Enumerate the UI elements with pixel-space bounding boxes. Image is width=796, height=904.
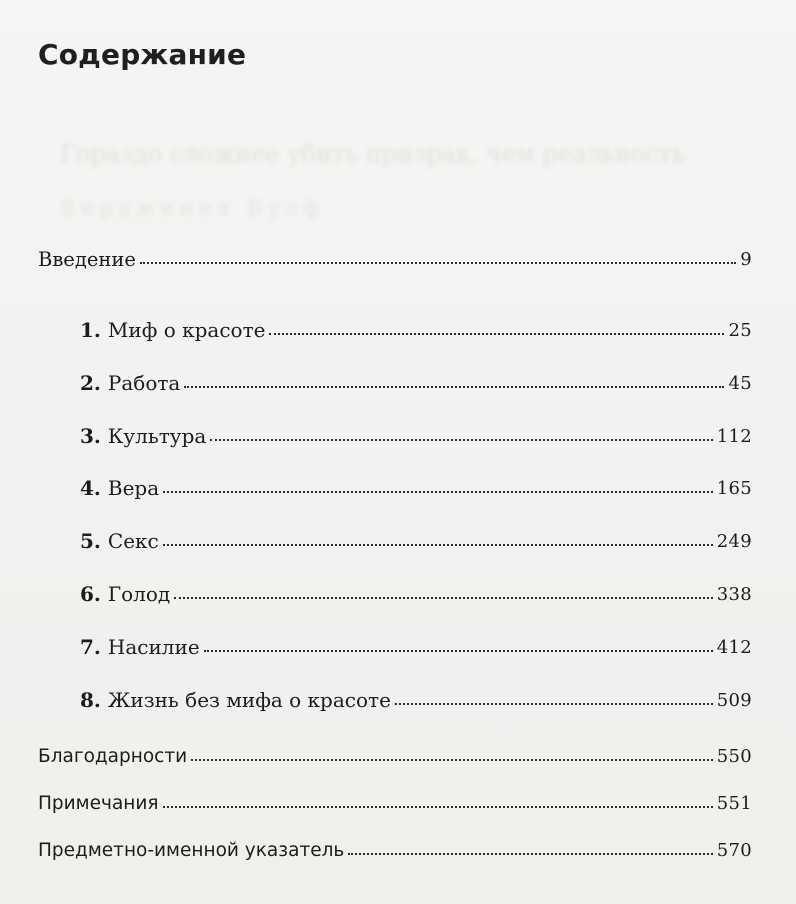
dot-leader bbox=[163, 491, 713, 493]
toc-page-number: 25 bbox=[728, 320, 752, 341]
toc-page-number: 551 bbox=[716, 793, 752, 814]
toc-page-number: 570 bbox=[716, 840, 752, 861]
chapter-number: 1. bbox=[80, 318, 101, 342]
chapter-number: 6. bbox=[80, 582, 101, 606]
dot-leader bbox=[191, 759, 713, 761]
toc-page-number: 412 bbox=[716, 637, 752, 658]
toc-page-number: 338 bbox=[716, 584, 752, 605]
toc-page-number: 249 bbox=[716, 531, 752, 552]
toc-entry-index[interactable] bbox=[38, 826, 752, 860]
toc-entry-introduction[interactable] bbox=[38, 235, 752, 269]
chapter-number: 5. bbox=[80, 529, 101, 553]
chapter-number: 7. bbox=[80, 635, 101, 659]
toc-entry-acknowledgements[interactable] bbox=[38, 732, 752, 766]
toc-entry-label: Жизнь без мифа о красоте bbox=[107, 688, 391, 712]
toc-entry-label: Примечания bbox=[38, 792, 159, 814]
chapter-number: 2. bbox=[80, 371, 101, 395]
dot-leader bbox=[204, 650, 713, 652]
toc-page-number: 165 bbox=[716, 478, 752, 499]
dot-leader bbox=[210, 439, 712, 441]
toc-page-number: 509 bbox=[716, 690, 752, 711]
dot-leader bbox=[140, 262, 736, 264]
chapter-number: 4. bbox=[80, 476, 101, 500]
toc-page-number: 550 bbox=[716, 746, 752, 767]
toc-entry-notes[interactable] bbox=[38, 779, 752, 813]
toc-entry-chapter-7[interactable] bbox=[80, 623, 752, 657]
dot-leader bbox=[163, 544, 713, 546]
toc-entry-chapter-2[interactable] bbox=[80, 359, 752, 393]
toc-entry-label: Миф о красоте bbox=[107, 318, 266, 342]
dot-leader bbox=[348, 853, 712, 855]
toc-entry-chapter-6[interactable] bbox=[80, 570, 752, 604]
toc-entry-label: Введение bbox=[38, 247, 136, 271]
toc-entry-chapter-1[interactable] bbox=[80, 306, 752, 340]
toc-entry-chapter-8[interactable] bbox=[80, 676, 752, 710]
toc-page-number: 45 bbox=[728, 373, 752, 394]
chapter-number: 3. bbox=[80, 424, 101, 448]
toc-entry-chapter-4[interactable] bbox=[80, 464, 752, 498]
toc-entry-label: Вера bbox=[107, 476, 160, 500]
toc-entry-label: Насилие bbox=[107, 635, 200, 659]
toc-entry-label: Предметно-именной указатель bbox=[38, 839, 345, 861]
page-title: Содержание bbox=[38, 38, 247, 71]
bleed-through-text: Гораздо сложнее убить призрак, чем реальность bbox=[60, 140, 685, 168]
dot-leader bbox=[174, 597, 713, 599]
toc-page-number: 112 bbox=[716, 426, 752, 447]
bleed-through-text: Вирджиния Вулф bbox=[60, 196, 325, 220]
dot-leader bbox=[163, 806, 713, 808]
toc-entry-chapter-3[interactable] bbox=[80, 412, 752, 446]
toc-entry-label: Благодарности bbox=[38, 745, 188, 767]
toc-entry-label: Секс bbox=[107, 529, 159, 553]
dot-leader bbox=[184, 386, 724, 388]
toc-entry-chapter-5[interactable] bbox=[80, 517, 752, 551]
toc-entry-label: Голод bbox=[107, 582, 171, 606]
toc-entry-label: Работа bbox=[107, 371, 181, 395]
dot-leader bbox=[269, 333, 724, 335]
toc-entry-label: Культура bbox=[107, 424, 207, 448]
toc-page-number: 9 bbox=[740, 249, 752, 270]
dot-leader bbox=[395, 703, 713, 705]
chapter-number: 8. bbox=[80, 688, 101, 712]
